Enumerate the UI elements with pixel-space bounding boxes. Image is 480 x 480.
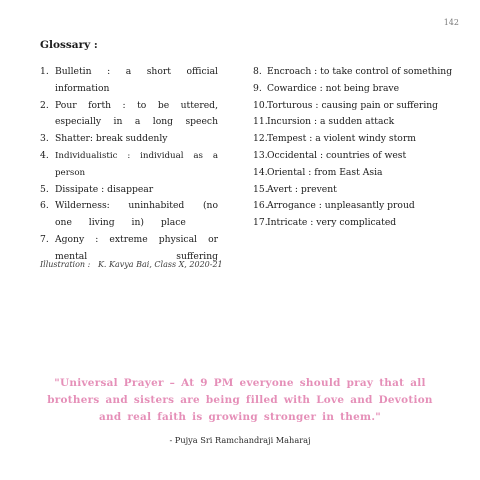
glossary-item [253, 215, 453, 232]
glossary-item-number: 7. [40, 233, 49, 245]
prayer-quote: "Universal Prayer – At 9 PM everyone should pray that all brothers and sisters are being filled with Love and Devotion and real faith is growing stronger in them." [47, 377, 433, 423]
glossary-item-text: Occidental : countries of west [267, 149, 407, 161]
glossary-item-number: 6. [40, 200, 49, 212]
glossary-item-number: 17. [253, 217, 268, 229]
glossary-item-text: Avert : prevent [267, 183, 337, 195]
glossary-title: Glossary : [40, 39, 98, 51]
page-number: 142 [443, 18, 459, 27]
glossary-item-number: 13. [253, 149, 268, 161]
glossary-item-number: 12. [253, 133, 268, 145]
glossary-item-text: Incursion : a sudden attack [267, 116, 395, 128]
glossary-item-number: 4. [40, 149, 49, 161]
glossary-item-text: Arrogance : unpleasantly proud [267, 200, 415, 212]
glossary-right-column [253, 64, 453, 232]
glossary-item [40, 198, 218, 232]
quote-attribution: - Pujya Sri Ramchandraji Maharaj [169, 435, 311, 445]
glossary-item-number: 15. [253, 183, 268, 195]
glossary-item-number: 2. [40, 99, 49, 111]
glossary-item [40, 182, 218, 199]
glossary-item [253, 114, 453, 131]
glossary-item-number: 1. [40, 66, 49, 77]
glossary-item [40, 64, 218, 98]
glossary-item-number: 16. [253, 200, 268, 212]
glossary-item-number: 5. [40, 183, 49, 195]
glossary-item [40, 98, 218, 132]
glossary-item-text: Intricate : very complicated [267, 217, 397, 229]
glossary-item-text: Bulletin : a short official information [55, 66, 218, 94]
glossary-item-text: Wilderness: uninhabited (no one living in) place [55, 200, 218, 229]
glossary-item [253, 131, 453, 148]
glossary-item-number: 14. [253, 166, 268, 178]
glossary-item [253, 64, 453, 81]
glossary-item-text: Cowardice : not being brave [267, 82, 400, 94]
glossary-item [253, 148, 453, 165]
glossary-item-number: 10. [253, 99, 268, 111]
glossary-item-text: Tempest : a violent windy storm [267, 133, 416, 145]
glossary-item-number: 3. [40, 133, 49, 145]
glossary-item [253, 198, 453, 215]
glossary-item-number: 11. [253, 116, 268, 128]
glossary-item-number: 8. [253, 66, 262, 77]
glossary-item [253, 165, 453, 182]
glossary-item [253, 182, 453, 199]
glossary-item-text: Pour forth : to be uttered, especially in a long speech [55, 99, 218, 128]
glossary-item [253, 98, 453, 115]
illustration-credit: Illustration : K. Kavya Bai, Class X, 2020-21 [40, 260, 223, 269]
glossary-item-number: 9. [253, 82, 262, 94]
glossary-item-text: Individualistic : individual as a person [55, 150, 218, 178]
glossary-item-text: Dissipate : disappear [55, 183, 154, 195]
glossary-left-column [40, 64, 218, 266]
glossary-item-text: Agony : extreme physical or mental suffering [55, 233, 218, 262]
glossary-item-text: Oriental : from East Asia [267, 166, 383, 178]
glossary-item [40, 148, 218, 182]
glossary-item-text: Torturous : causing pain or suffering [267, 99, 439, 111]
glossary-item-text: Shatter: break suddenly [55, 133, 168, 145]
glossary-item [40, 131, 218, 148]
glossary-item-text: Encroach : to take control of something [267, 66, 453, 77]
glossary-item [253, 81, 453, 98]
